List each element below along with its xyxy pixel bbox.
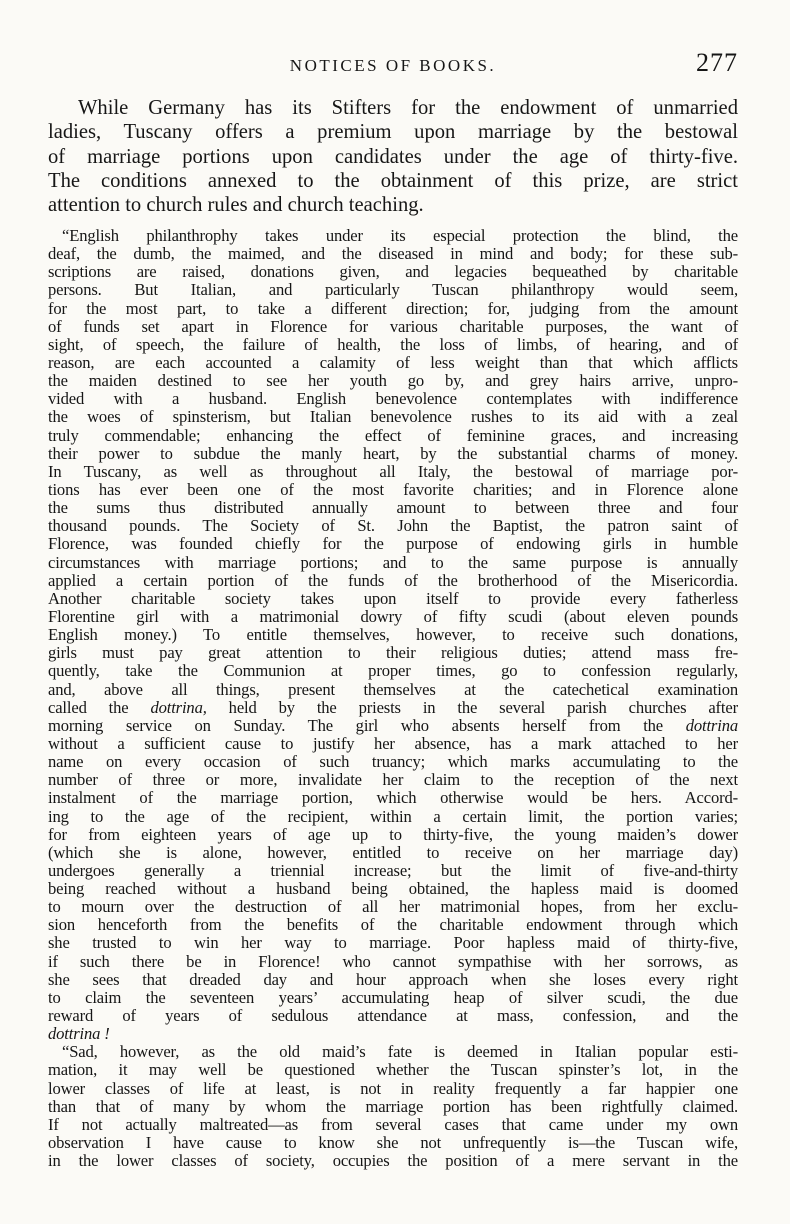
quote-line: “English philanthrophy takes under its especial protection the blind, the (62, 226, 738, 245)
quote-line: if such there be in Florence! who cannot sympathise with her sorrows, as (48, 951, 738, 971)
intro-line: The conditions annexed to the obtainment of this prize, are strict (48, 169, 738, 192)
italic-term-dottrina: dottrina (685, 715, 738, 735)
quote-line: lower classes of life at least, is not in reality frequently a far happier one (48, 1078, 738, 1098)
quote-line: the maiden destined to see her youth go by, and grey hairs arrive, unpro- (48, 371, 738, 391)
quote-line: Florentine girl with a matrimonial dowry of fifty scudi (about eleven pounds (48, 606, 738, 626)
quote-line: (which she is alone, however, entitled to receive on her marriage day) (48, 842, 738, 862)
quote-text: held by the priests in the several parish churches after (206, 697, 738, 717)
quote-line: for the most part, to take a different direction; for, judging from the amount (48, 298, 738, 318)
quote-line: mation, it may well be questioned whether the Tuscan spinster’s lot, in the (48, 1060, 738, 1080)
quote-line-sunday (48, 717, 738, 735)
page-number: 277 (696, 48, 738, 77)
quote-line: “Sad, however, as the old maid’s fate is deemed in Italian popular esti- (62, 1042, 738, 1062)
quote-line: their power to subdue the manly heart, by the substantial charms of money. (48, 443, 738, 463)
quote-line: of funds set apart in Florence for various charitable purposes, the want of (48, 316, 738, 336)
quote-line: the woes of spinsterism, but Italian benevolence rushes to its aid with a zeal (48, 407, 738, 427)
quote-line-dottrina (48, 699, 738, 717)
quote-line: sight, of speech, the failure of health, the loss of limbs, of hearing, and of (48, 334, 738, 354)
intro-line: While Germany has its Stifters for the endowment of unmarried (78, 97, 738, 119)
quote-line: circumstances with marriage portions; and to the same purpose is annually (48, 552, 738, 572)
quote-line: to mourn over the destruction of all her matrimonial hopes, from her exclu- (48, 897, 738, 917)
quote-line: and, above all things, present themselves at the catechetical examination (48, 679, 738, 699)
quote-line: sion henceforth from the benefits of the charitable endowment through which (48, 915, 738, 935)
quote-line: instalment of the marriage portion, which otherwise would be hers. Accord- (48, 788, 738, 808)
quote-line: being reached without a husband being obtained, the hapless maid is doomed (48, 879, 738, 899)
quote-line: English money.) To entitle themselves, however, to receive such donations, (48, 625, 738, 645)
intro-paragraph (48, 96, 738, 217)
quote-line: Another charitable society takes upon itself to provide every fatherless (48, 588, 738, 608)
quote-line: undergoes generally a triennial increase; but the limit of five-and-thirty (48, 860, 738, 880)
quote-line-closing (48, 1025, 738, 1043)
intro-line: ladies, Tuscany offers a premium upon marriage by the bestowal (48, 121, 738, 144)
quote-text: morning service on Sunday. The girl who absents herself from the (48, 715, 686, 735)
quote-line: tions has ever been one of the most favorite charities; and in Florence alone (48, 479, 738, 499)
quote-line: ing to the age of the recipient, within a certain limit, the portion varies; (48, 806, 738, 826)
quote-line: reason, are each accounted a calamity of less weight than that which afflicts (48, 352, 738, 372)
quote-line: the sums thus distributed annually amount to between three and four (48, 498, 738, 518)
quote-line: thousand pounds. The Society of St. John the Baptist, the patron saint of (48, 516, 738, 536)
quote-line: number of three or more, invalidate her claim to the reception of the next (48, 770, 738, 790)
quote-line: scriptions are raised, donations given, and legacies bequeathed by charitable (48, 262, 738, 282)
quote-line: In Tuscany, as well as throughout all Italy, the bestowal of marriage por- (48, 461, 738, 481)
quote-line: she sees that dreaded day and hour approach when she loses every right (48, 969, 738, 989)
quote-line: name on every occasion of such truancy; which marks accumulating to the (48, 752, 738, 772)
running-head (48, 46, 738, 80)
quoted-extract (48, 227, 738, 1170)
quote-line: to claim the seventeen years’ accumulating heap of silver scudi, the due (48, 987, 738, 1007)
quote-line: deaf, the dumb, the maimed, and the diseased in mind and body; for these sub- (48, 244, 738, 264)
intro-line: of marriage portions upon candidates under the age of thirty-five. (48, 145, 738, 168)
quote-line: reward of years of sedulous attendance at mass, confession, and the (48, 1006, 738, 1026)
quote-line: vided with a husband. English benevolence contemplates with indifference (48, 389, 738, 409)
italic-term-dottrina: dottrina, (150, 697, 207, 717)
running-head-title: NOTICES OF BOOKS. (289, 56, 497, 75)
quote-line: she trusted to win her way to marriage. Poor hapless maid of thirty-five, (48, 933, 738, 953)
quote-line: in the lower classes of society, occupies the position of a mere servant in the (48, 1151, 738, 1171)
quote-text: called the (48, 697, 151, 717)
quote-line: girls must pay great attention to their religious duties; attend mass fre- (48, 643, 738, 663)
intro-line: attention to church rules and church teaching. (48, 194, 424, 217)
quote-line: If not actually maltreated—as from several cases that came under my own (48, 1114, 738, 1134)
quote-line: without a sufficient cause to justify her absence, has a mark attached to her (48, 733, 738, 753)
quote-line: persons. But Italian, and particularly Tuscan philanthropy would seem, (48, 280, 738, 300)
quote-line: than that of many by whom the marriage portion has been rightfully claimed. (48, 1096, 738, 1116)
quote-line: truly commendable; enhancing the effect of feminine graces, and increasing (48, 425, 738, 445)
quote-line: applied a certain portion of the funds of the brotherhood of the Misericordia. (48, 570, 738, 590)
quote-line: observation I have cause to know she not unfrequently is—the Tuscan wife, (48, 1133, 738, 1153)
quote-line: quently, take the Communion at proper times, go to confession regularly, (48, 661, 738, 681)
quote-line: for from eighteen years of age up to thirty-five, the young maiden’s dower (48, 824, 738, 844)
quote-line: Florence, was founded chiefly for the purpose of endowing girls in humble (48, 534, 738, 554)
italic-term-dottrina: dottrina ! (48, 1024, 110, 1044)
